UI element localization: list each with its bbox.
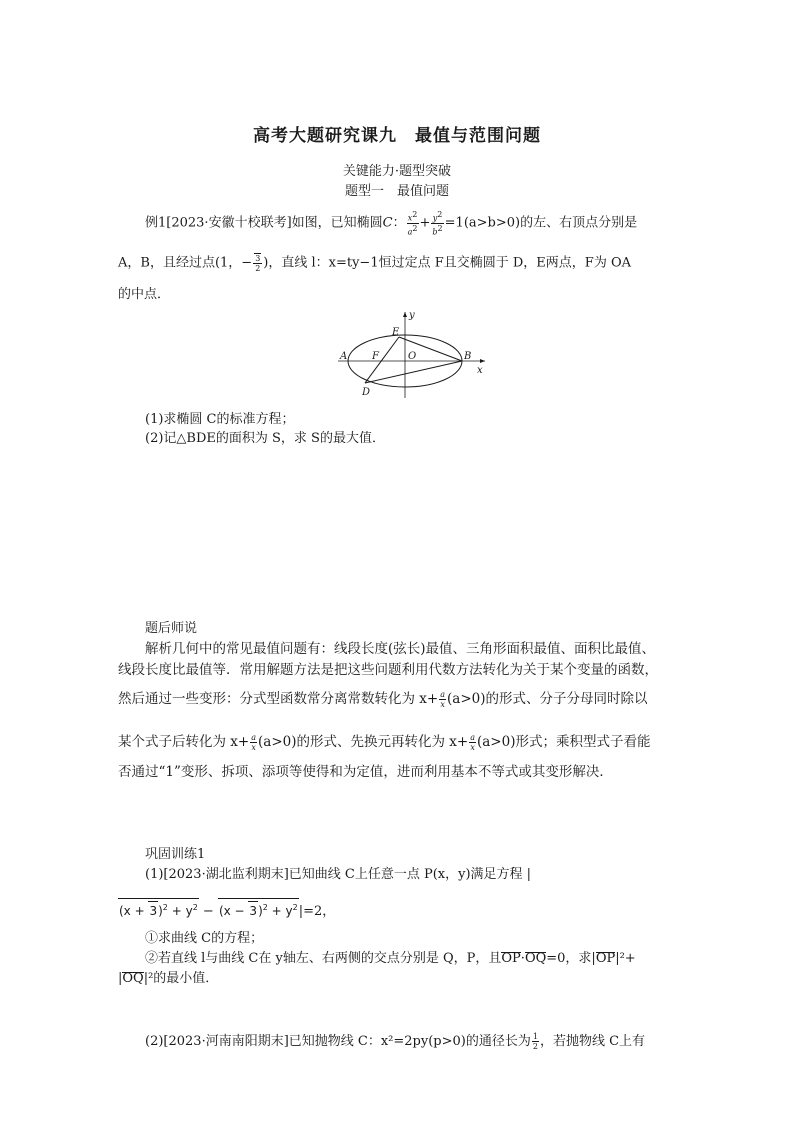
curve-name: C	[382, 215, 393, 231]
notes-line-5: 否通过“1”变形、拆项、添项等使得和为定值，进而利用基本不等式或其变形解决．	[118, 764, 613, 780]
practice-heading: 巩固训练1	[145, 847, 206, 862]
segment-db	[365, 361, 462, 383]
a-over-x: $\frac{a}{x}$	[470, 733, 475, 752]
one-half: $\frac{1}{2}$	[532, 1032, 538, 1051]
vector-op-2: OP	[595, 951, 616, 966]
vector-oq-2: OQ	[122, 971, 144, 986]
question-2: (2)记△BDE的面积为 S，求 S的最大值．	[145, 431, 385, 446]
label-A: A	[340, 351, 348, 362]
example-label: 例1	[145, 215, 167, 231]
notes-heading: 题后师说	[145, 621, 198, 636]
practice-1-part-ii: ②若直线 l与曲线 C在 y轴左、右两侧的交点分别是 Q，P，且OP·OQ=0，求|OP|²+	[145, 951, 636, 966]
notes-line-1: 解析几何中的常见最值问题有：线段长度(弦长)最值、三角形面积最值、面积比最值、	[145, 641, 656, 657]
a-over-x: $\frac{a}{x}$	[440, 690, 445, 709]
example-line-1: 例1[2023·安徽十校联考]如图，已知椭圆C： $\frac{x^2}{a^2}$ + $\frac{y^2}{b^2}$ =1(a>b>0)的左、右顶点分别是	[145, 210, 638, 237]
example-line-2: A，B，且经过点(1，− $\frac{3}{2}$ )，直线 l：x=ty−1恒过定点 F且交椭圆于 D，E两点，F为 OA	[118, 254, 631, 273]
practice-2-line-1: (2)[2023·河南南阳期末]已知抛物线 C：x²=2py(p>0)的通径长为 $\frac{1}{2}$ ，若抛物线 C上有	[145, 1032, 646, 1051]
notes-line-3: 然后通过一些变形：分式型函数常分离常数转化为 x+ $\frac{a}{x}$ (a>0)的形式、分子分母同时除以	[118, 690, 648, 709]
example-line-3: 的中点．	[118, 287, 171, 302]
example-source: [2023·安徽十校联考]	[166, 215, 292, 231]
example-text-2: 的左、右顶点分别是	[520, 215, 638, 231]
section-heading: 关键能力·题型突破	[342, 164, 452, 179]
label-x: x	[477, 365, 483, 376]
a-over-x: $\frac{a}{x}$	[251, 733, 256, 752]
topic-heading: 题型一 最值问题	[344, 184, 449, 199]
label-y: y	[409, 310, 415, 321]
y2-over-b2: $\frac{y^2}{b^2}$	[432, 210, 443, 237]
sqrt3-over-2: $\frac{3}{2}$	[255, 254, 261, 273]
question-1: (1)求椭圆 C的标准方程；	[145, 412, 295, 427]
vector-op: OP	[501, 951, 521, 966]
notes-line-4: 某个式子后转化为 x+ $\frac{a}{x}$ (a>0)的形式、先换元再转化为 x+ $\frac{a}{x}$ (a>0)形式；乘积型式子看能	[118, 733, 651, 752]
label-D: D	[362, 387, 371, 398]
notes-line-2: 线段长度比最值等．常用解题方法是把这些问题利用代数方法转化为关于某个变量的函数，	[118, 662, 658, 678]
practice-1-equation: $(x + 3)^2 + y^2 - (x - 3)^2 + y^2|=2$，	[118, 898, 335, 921]
example-text-1: 如图，已知椭圆	[291, 215, 383, 231]
label-B: B	[464, 351, 472, 362]
page-title: 高考大题研究课九 最值与范围问题	[253, 126, 541, 146]
label-O: O	[408, 351, 417, 362]
ellipse-figure	[335, 306, 490, 401]
label-E: E	[392, 327, 400, 338]
label-F: F	[372, 351, 379, 362]
ellipse-condition: (a>b>0)	[463, 215, 521, 231]
practice-1-part-ii-cont: |OQ|²的最小值．	[118, 971, 219, 986]
x-axis-arrow	[480, 359, 485, 363]
y-axis-arrow	[403, 312, 407, 317]
vector-oq: OQ	[524, 951, 547, 966]
practice-1-line-1: (1)[2023·湖北监利期末]已知曲线 C上任意一点 P(x，y)满足方程 |	[145, 867, 532, 882]
practice-1-part-i: ①求曲线 C的方程；	[145, 931, 264, 946]
x2-over-a2: $\frac{x^2}{a^2}$	[407, 210, 418, 237]
